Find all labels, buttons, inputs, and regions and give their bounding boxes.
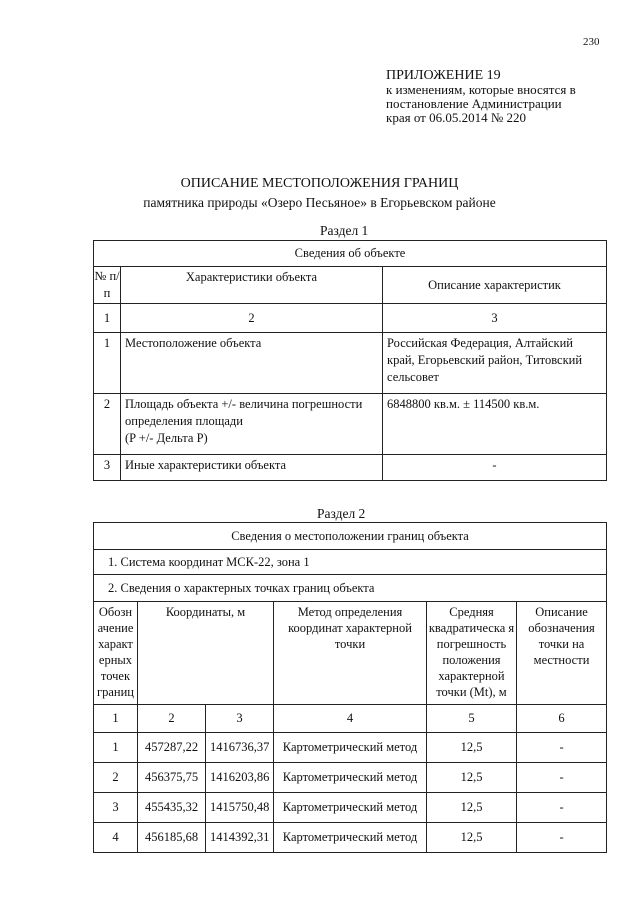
point-number: 3 [94,793,138,823]
document-title: ОПИСАНИЕ МЕСТОПОЛОЖЕНИЯ ГРАНИЦ [180,176,459,191]
col-number: 2 [138,705,206,733]
col-header-method: Метод определения координат характерной точки [274,602,427,705]
table-header: Сведения об объекте [94,241,607,267]
point-x: 455435,32 [138,793,206,823]
point-method: Картометрический метод [274,763,427,793]
row-number: 2 [94,394,121,455]
row-number: 3 [94,455,121,481]
col-number: 3 [383,304,607,333]
point-method: Картометрический метод [274,733,427,763]
point-number: 1 [94,733,138,763]
table-row [94,733,607,763]
row-characteristic: Местоположение объекта [121,333,383,394]
point-x: 456375,75 [138,763,206,793]
col-number: 1 [94,304,121,333]
table-header: Сведения о местоположении границ объекта [94,523,607,550]
point-marking: - [517,733,607,763]
row-number: 1 [94,333,121,394]
point-method: Картометрический метод [274,793,427,823]
row-characteristic: Иные характеристики объекта [121,455,383,481]
table-row [94,394,607,455]
col-number: 1 [94,705,138,733]
point-number: 2 [94,763,138,793]
appendix-line: постановление Администрации [386,96,562,111]
table-row [94,333,607,394]
col-header-characteristics: Характеристики объекта [121,267,383,304]
point-x: 456185,68 [138,823,206,853]
row-characteristic [121,394,383,455]
appendix-block [386,69,576,125]
point-marking: - [517,823,607,853]
row-description: Российская Федерация, Алтайский край, Егорьевский район, Титовский сельсовет [383,333,607,394]
col-header-marking: Описание обозначения точки на местности [517,602,607,705]
appendix-title: ПРИЛОЖЕНИЕ 19 [386,68,501,83]
table-row [94,455,607,481]
document-subtitle: памятника природы «Озеро Песьяное» в Егорьевском районе [143,195,496,210]
point-error: 12,5 [427,793,517,823]
point-error: 12,5 [427,733,517,763]
col-number: 3 [206,705,274,733]
section1-label: Раздел 1 [320,223,369,238]
row-characteristic-line: (P +/- Дельта P) [125,431,208,445]
col-header-error: Средняя квадратическа я погрешность положения характерной точки (Mt), м [427,602,517,705]
col-number: 5 [427,705,517,733]
point-number: 4 [94,823,138,853]
point-y: 1414392,31 [206,823,274,853]
point-marking: - [517,763,607,793]
object-info-table [93,240,607,481]
coord-system: 1. Система координат МСК-22, зона 1 [94,550,607,575]
appendix-line: края от 06.05.2014 № 220 [386,110,526,125]
row-description: - [383,455,607,481]
points-header: 2. Сведения о характерных точках границ объекта [94,575,607,602]
row-characteristic-line: Площадь объекта +/- величина погрешности определения площади [125,397,363,428]
table-row [94,763,607,793]
section2-label: Раздел 2 [317,506,366,521]
point-y: 1416736,37 [206,733,274,763]
row-description: 6848800 кв.м. ± 114500 кв.м. [383,394,607,455]
page-number: 230 [583,36,600,48]
col-header-coordinates: Координаты, м [138,602,274,705]
col-header-number: № п/п [94,267,121,304]
point-method: Картометрический метод [274,823,427,853]
col-header-description: Описание характеристик [383,267,607,304]
appendix-line: к изменениям, которые вносятся в [386,82,576,97]
col-number: 4 [274,705,427,733]
point-error: 12,5 [427,823,517,853]
table-row [94,823,607,853]
col-number: 2 [121,304,383,333]
col-header-designation: Обозн ачение характ ерных точек границ [94,602,138,705]
boundary-points-table [93,522,607,853]
point-y: 1415750,48 [206,793,274,823]
point-marking: - [517,793,607,823]
point-x: 457287,22 [138,733,206,763]
point-y: 1416203,86 [206,763,274,793]
col-number: 6 [517,705,607,733]
table-row [94,793,607,823]
point-error: 12,5 [427,763,517,793]
